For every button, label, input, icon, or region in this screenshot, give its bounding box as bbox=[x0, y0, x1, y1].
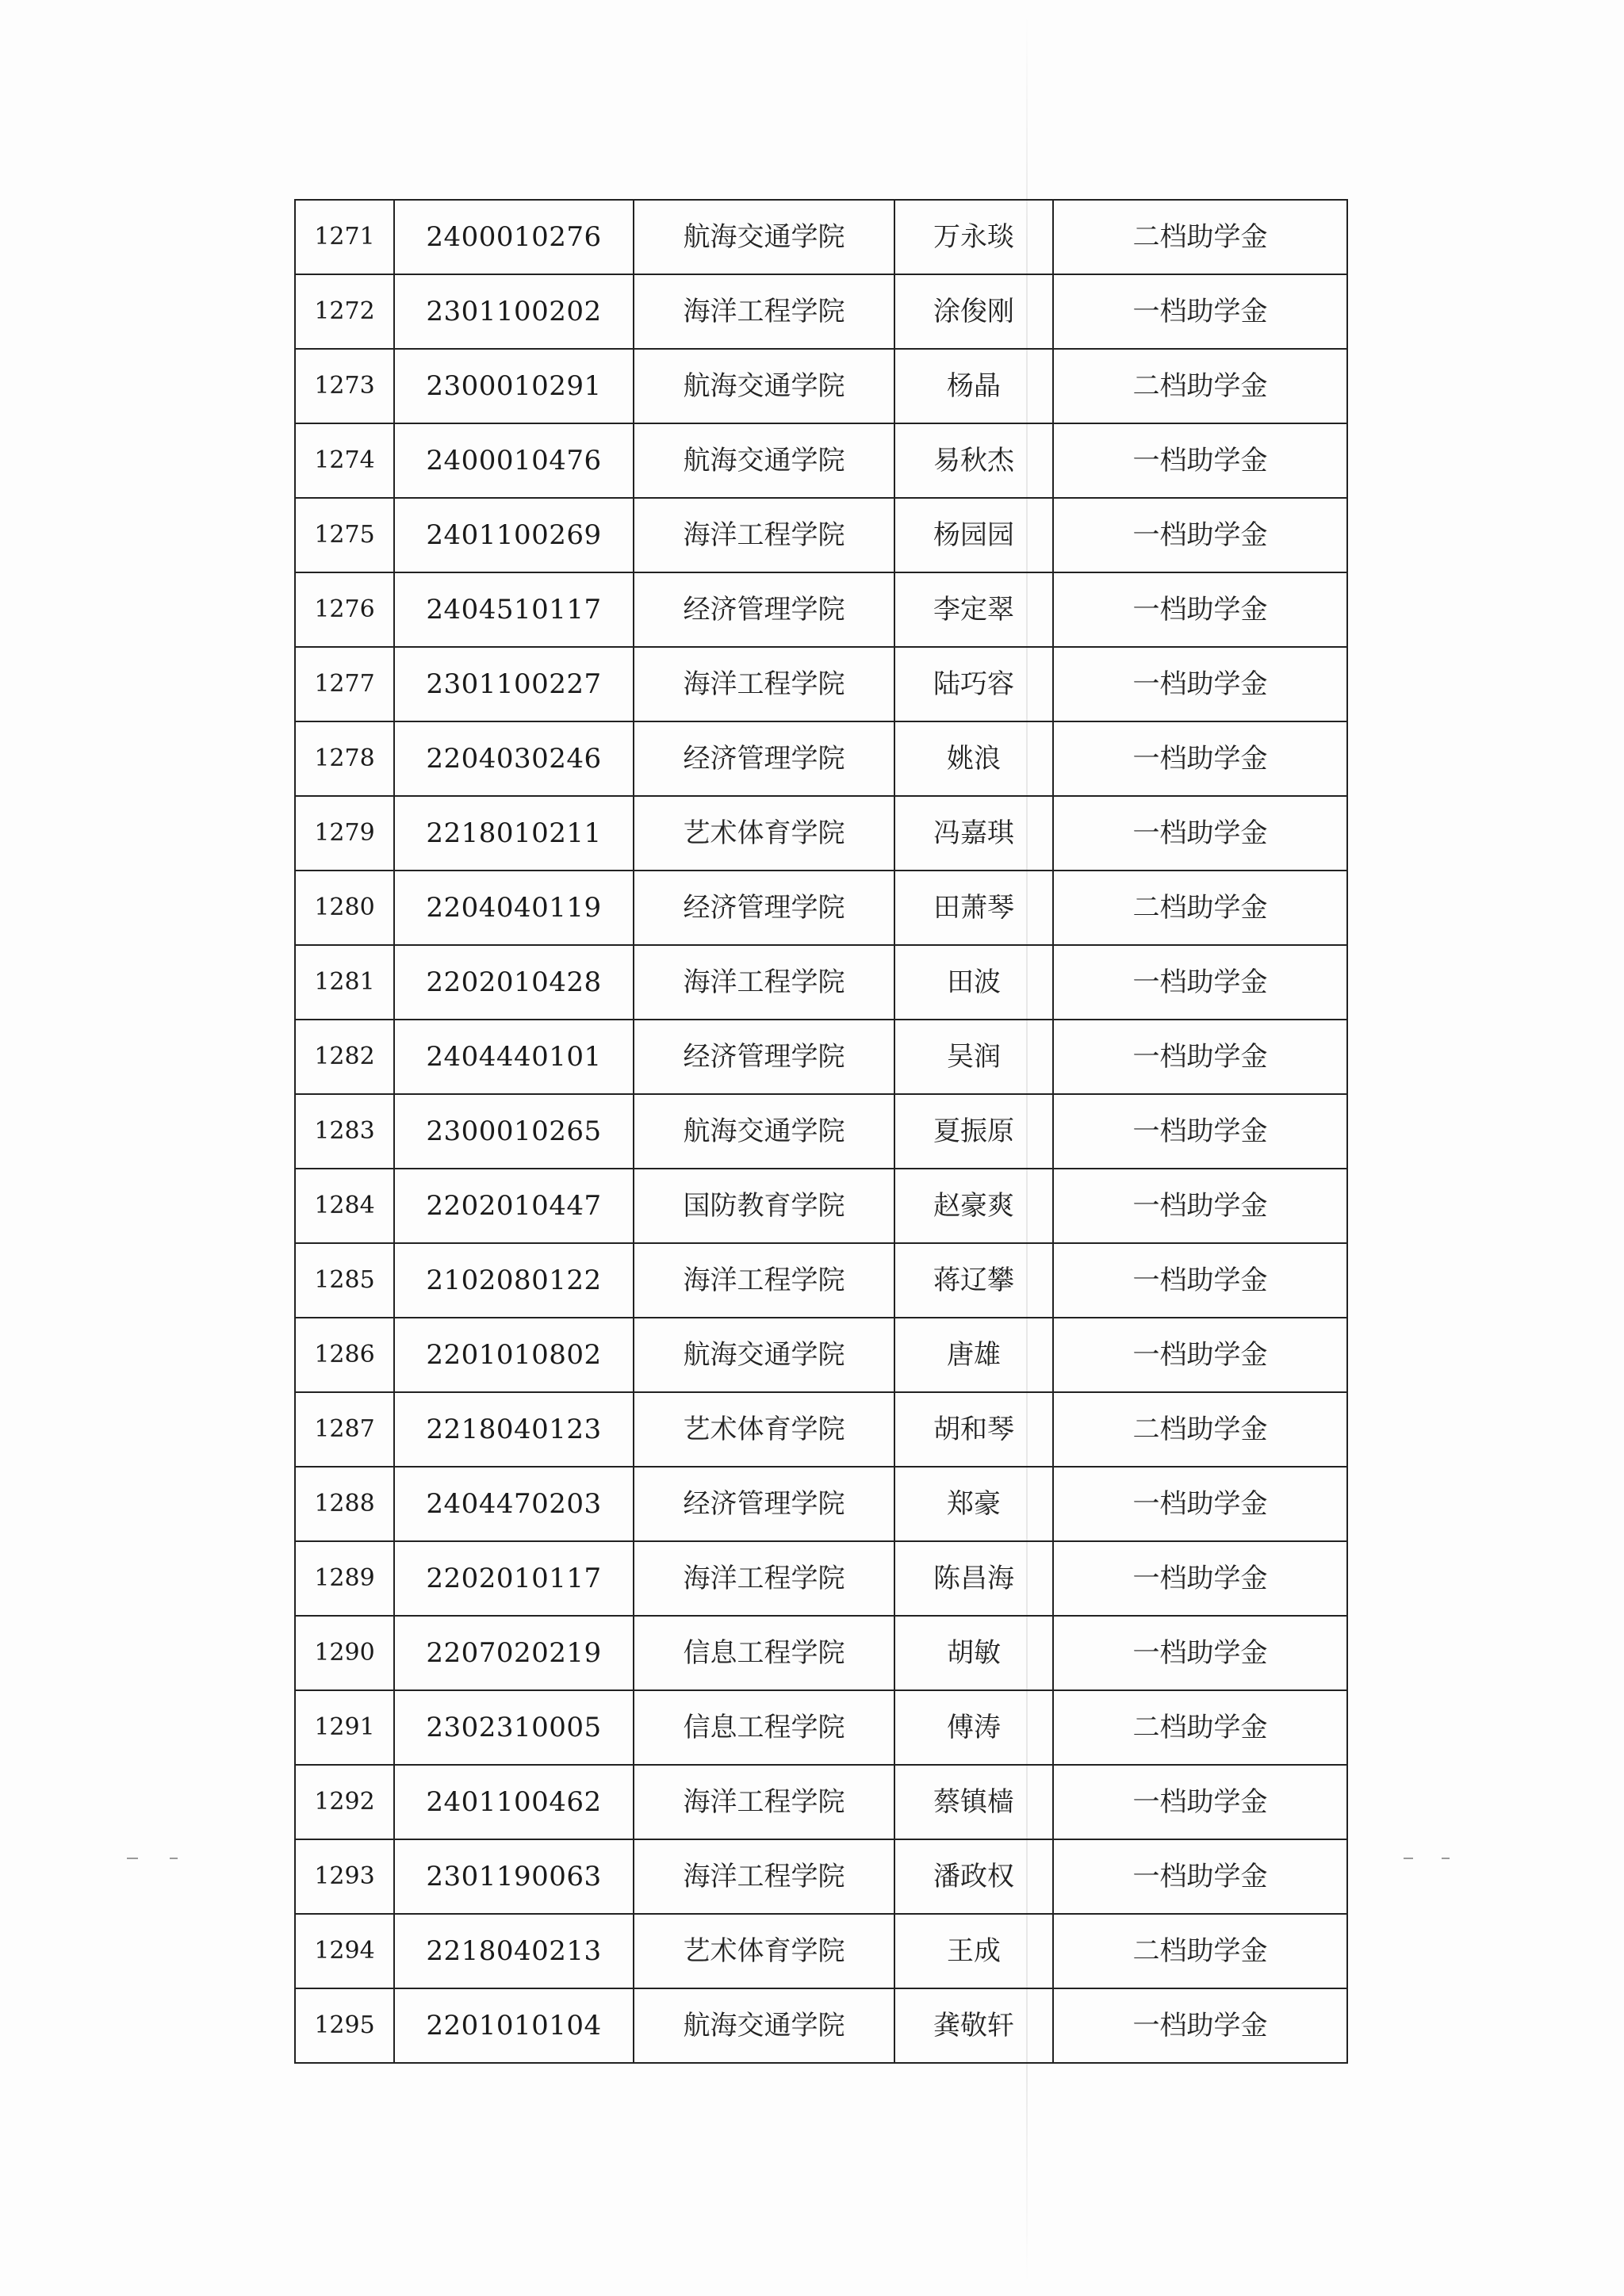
college-cell: 信息工程学院 bbox=[634, 1690, 894, 1765]
row-number-cell: 1290 bbox=[295, 1616, 394, 1690]
row-number-cell: 1275 bbox=[295, 498, 394, 572]
student-id-cell: 2204040119 bbox=[394, 871, 634, 945]
row-number-cell: 1294 bbox=[295, 1914, 394, 1988]
row-number-cell: 1289 bbox=[295, 1541, 394, 1616]
college-cell: 海洋工程学院 bbox=[634, 274, 894, 349]
table-row bbox=[295, 1839, 1347, 1914]
grant-level-cell: 一档助学金 bbox=[1053, 274, 1347, 349]
college-cell: 航海交通学院 bbox=[634, 200, 894, 274]
grant-level-cell: 一档助学金 bbox=[1053, 1169, 1347, 1243]
college-cell: 海洋工程学院 bbox=[634, 1541, 894, 1616]
table-row bbox=[295, 1765, 1347, 1839]
student-name-cell: 潘政权 bbox=[894, 1839, 1053, 1914]
grant-level-cell: 二档助学金 bbox=[1053, 1914, 1347, 1988]
grant-level-cell: 一档助学金 bbox=[1053, 721, 1347, 796]
student-id-cell: 2202010117 bbox=[394, 1541, 634, 1616]
row-number-cell: 1282 bbox=[295, 1020, 394, 1094]
scan-artifact-mark bbox=[1442, 1858, 1450, 1859]
table-row bbox=[295, 1392, 1347, 1467]
college-cell: 海洋工程学院 bbox=[634, 498, 894, 572]
college-cell: 海洋工程学院 bbox=[634, 647, 894, 721]
grant-level-cell: 二档助学金 bbox=[1053, 200, 1347, 274]
row-number-cell: 1280 bbox=[295, 871, 394, 945]
student-id-cell: 2201010802 bbox=[394, 1318, 634, 1392]
row-number-cell: 1288 bbox=[295, 1467, 394, 1541]
row-number-cell: 1293 bbox=[295, 1839, 394, 1914]
student-id-cell: 2201010104 bbox=[394, 1988, 634, 2063]
row-number-cell: 1277 bbox=[295, 647, 394, 721]
student-id-cell: 2207020219 bbox=[394, 1616, 634, 1690]
row-number-cell: 1291 bbox=[295, 1690, 394, 1765]
college-cell: 经济管理学院 bbox=[634, 572, 894, 647]
table-row bbox=[295, 1020, 1347, 1094]
row-number-cell: 1276 bbox=[295, 572, 394, 647]
grant-level-cell: 一档助学金 bbox=[1053, 1020, 1347, 1094]
table-row bbox=[295, 1094, 1347, 1169]
student-name-cell: 姚浪 bbox=[894, 721, 1053, 796]
student-name-cell: 田萧琴 bbox=[894, 871, 1053, 945]
grant-level-cell: 一档助学金 bbox=[1053, 945, 1347, 1020]
student-id-cell: 2302310005 bbox=[394, 1690, 634, 1765]
student-name-cell: 杨园园 bbox=[894, 498, 1053, 572]
scan-artifact-mark bbox=[127, 1858, 138, 1859]
grant-level-cell: 二档助学金 bbox=[1053, 1690, 1347, 1765]
row-number-cell: 1295 bbox=[295, 1988, 394, 2063]
row-number-cell: 1283 bbox=[295, 1094, 394, 1169]
student-name-cell: 龚敬轩 bbox=[894, 1988, 1053, 2063]
student-id-cell: 2404470203 bbox=[394, 1467, 634, 1541]
table-row bbox=[295, 423, 1347, 498]
student-id-cell: 2400010276 bbox=[394, 200, 634, 274]
college-cell: 海洋工程学院 bbox=[634, 1243, 894, 1318]
student-name-cell: 万永琰 bbox=[894, 200, 1053, 274]
row-number-cell: 1271 bbox=[295, 200, 394, 274]
row-number-cell: 1286 bbox=[295, 1318, 394, 1392]
grant-level-cell: 一档助学金 bbox=[1053, 1839, 1347, 1914]
student-id-cell: 2301190063 bbox=[394, 1839, 634, 1914]
student-name-cell: 冯嘉琪 bbox=[894, 796, 1053, 871]
grant-level-cell: 一档助学金 bbox=[1053, 1467, 1347, 1541]
student-name-cell: 郑豪 bbox=[894, 1467, 1053, 1541]
college-cell: 经济管理学院 bbox=[634, 871, 894, 945]
grant-level-cell: 一档助学金 bbox=[1053, 498, 1347, 572]
grant-level-cell: 一档助学金 bbox=[1053, 423, 1347, 498]
student-name-cell: 傅涛 bbox=[894, 1690, 1053, 1765]
row-number-cell: 1287 bbox=[295, 1392, 394, 1467]
college-cell: 航海交通学院 bbox=[634, 1094, 894, 1169]
grant-level-cell: 一档助学金 bbox=[1053, 1541, 1347, 1616]
row-number-cell: 1272 bbox=[295, 274, 394, 349]
student-id-cell: 2204030246 bbox=[394, 721, 634, 796]
college-cell: 海洋工程学院 bbox=[634, 945, 894, 1020]
grant-level-cell: 一档助学金 bbox=[1053, 1988, 1347, 2063]
student-id-cell: 2102080122 bbox=[394, 1243, 634, 1318]
table-row bbox=[295, 721, 1347, 796]
student-name-cell: 杨晶 bbox=[894, 349, 1053, 423]
row-number-cell: 1284 bbox=[295, 1169, 394, 1243]
student-name-cell: 涂俊刚 bbox=[894, 274, 1053, 349]
student-name-cell: 蔡镇樯 bbox=[894, 1765, 1053, 1839]
college-cell: 信息工程学院 bbox=[634, 1616, 894, 1690]
college-cell: 艺术体育学院 bbox=[634, 1392, 894, 1467]
grant-level-cell: 二档助学金 bbox=[1053, 349, 1347, 423]
table-row bbox=[295, 1467, 1347, 1541]
row-number-cell: 1278 bbox=[295, 721, 394, 796]
table-row bbox=[295, 200, 1347, 274]
table-row bbox=[295, 1243, 1347, 1318]
student-id-cell: 2301100227 bbox=[394, 647, 634, 721]
college-cell: 海洋工程学院 bbox=[634, 1839, 894, 1914]
college-cell: 经济管理学院 bbox=[634, 1020, 894, 1094]
roster-table-body bbox=[295, 200, 1347, 2063]
student-id-cell: 2401100462 bbox=[394, 1765, 634, 1839]
row-number-cell: 1281 bbox=[295, 945, 394, 1020]
row-number-cell: 1274 bbox=[295, 423, 394, 498]
student-name-cell: 李定翠 bbox=[894, 572, 1053, 647]
college-cell: 艺术体育学院 bbox=[634, 796, 894, 871]
grant-level-cell: 一档助学金 bbox=[1053, 1318, 1347, 1392]
student-name-cell: 陆巧容 bbox=[894, 647, 1053, 721]
table-row bbox=[295, 1541, 1347, 1616]
student-id-cell: 2404510117 bbox=[394, 572, 634, 647]
table-row bbox=[295, 796, 1347, 871]
table-row bbox=[295, 498, 1347, 572]
grant-level-cell: 一档助学金 bbox=[1053, 1765, 1347, 1839]
student-id-cell: 2400010476 bbox=[394, 423, 634, 498]
student-name-cell: 唐雄 bbox=[894, 1318, 1053, 1392]
student-name-cell: 胡和琴 bbox=[894, 1392, 1053, 1467]
student-id-cell: 2218040213 bbox=[394, 1914, 634, 1988]
student-name-cell: 夏振原 bbox=[894, 1094, 1053, 1169]
table-row bbox=[295, 1690, 1347, 1765]
table-row bbox=[295, 274, 1347, 349]
row-number-cell: 1273 bbox=[295, 349, 394, 423]
grant-level-cell: 一档助学金 bbox=[1053, 1616, 1347, 1690]
row-number-cell: 1292 bbox=[295, 1765, 394, 1839]
student-name-cell: 王成 bbox=[894, 1914, 1053, 1988]
scholarship-roster-table bbox=[294, 199, 1348, 2064]
college-cell: 航海交通学院 bbox=[634, 1318, 894, 1392]
student-id-cell: 2404440101 bbox=[394, 1020, 634, 1094]
table-row bbox=[295, 1988, 1347, 2063]
student-name-cell: 赵豪爽 bbox=[894, 1169, 1053, 1243]
student-id-cell: 2202010428 bbox=[394, 945, 634, 1020]
student-id-cell: 2300010265 bbox=[394, 1094, 634, 1169]
grant-level-cell: 一档助学金 bbox=[1053, 572, 1347, 647]
student-id-cell: 2218040123 bbox=[394, 1392, 634, 1467]
student-id-cell: 2300010291 bbox=[394, 349, 634, 423]
grant-level-cell: 二档助学金 bbox=[1053, 1392, 1347, 1467]
college-cell: 艺术体育学院 bbox=[634, 1914, 894, 1988]
student-name-cell: 胡敏 bbox=[894, 1616, 1053, 1690]
college-cell: 经济管理学院 bbox=[634, 721, 894, 796]
college-cell: 航海交通学院 bbox=[634, 1988, 894, 2063]
grant-level-cell: 一档助学金 bbox=[1053, 647, 1347, 721]
grant-level-cell: 二档助学金 bbox=[1053, 871, 1347, 945]
table-row bbox=[295, 1914, 1347, 1988]
college-cell: 航海交通学院 bbox=[634, 349, 894, 423]
student-name-cell: 吴润 bbox=[894, 1020, 1053, 1094]
college-cell: 航海交通学院 bbox=[634, 423, 894, 498]
student-id-cell: 2301100202 bbox=[394, 274, 634, 349]
table-row bbox=[295, 1318, 1347, 1392]
table-row bbox=[295, 647, 1347, 721]
grant-level-cell: 一档助学金 bbox=[1053, 1094, 1347, 1169]
table-row bbox=[295, 871, 1347, 945]
student-id-cell: 2202010447 bbox=[394, 1169, 634, 1243]
student-name-cell: 易秋杰 bbox=[894, 423, 1053, 498]
grant-level-cell: 一档助学金 bbox=[1053, 1243, 1347, 1318]
student-name-cell: 陈昌海 bbox=[894, 1541, 1053, 1616]
scan-artifact-mark bbox=[1404, 1858, 1413, 1859]
table-row bbox=[295, 572, 1347, 647]
college-cell: 国防教育学院 bbox=[634, 1169, 894, 1243]
row-number-cell: 1285 bbox=[295, 1243, 394, 1318]
table-row bbox=[295, 1616, 1347, 1690]
grant-level-cell: 一档助学金 bbox=[1053, 796, 1347, 871]
table-row bbox=[295, 945, 1347, 1020]
college-cell: 经济管理学院 bbox=[634, 1467, 894, 1541]
scan-artifact-mark bbox=[170, 1858, 178, 1859]
student-id-cell: 2218010211 bbox=[394, 796, 634, 871]
college-cell: 海洋工程学院 bbox=[634, 1765, 894, 1839]
row-number-cell: 1279 bbox=[295, 796, 394, 871]
table-row bbox=[295, 1169, 1347, 1243]
table-row bbox=[295, 349, 1347, 423]
student-name-cell: 蒋辽攀 bbox=[894, 1243, 1053, 1318]
student-id-cell: 2401100269 bbox=[394, 498, 634, 572]
student-name-cell: 田波 bbox=[894, 945, 1053, 1020]
